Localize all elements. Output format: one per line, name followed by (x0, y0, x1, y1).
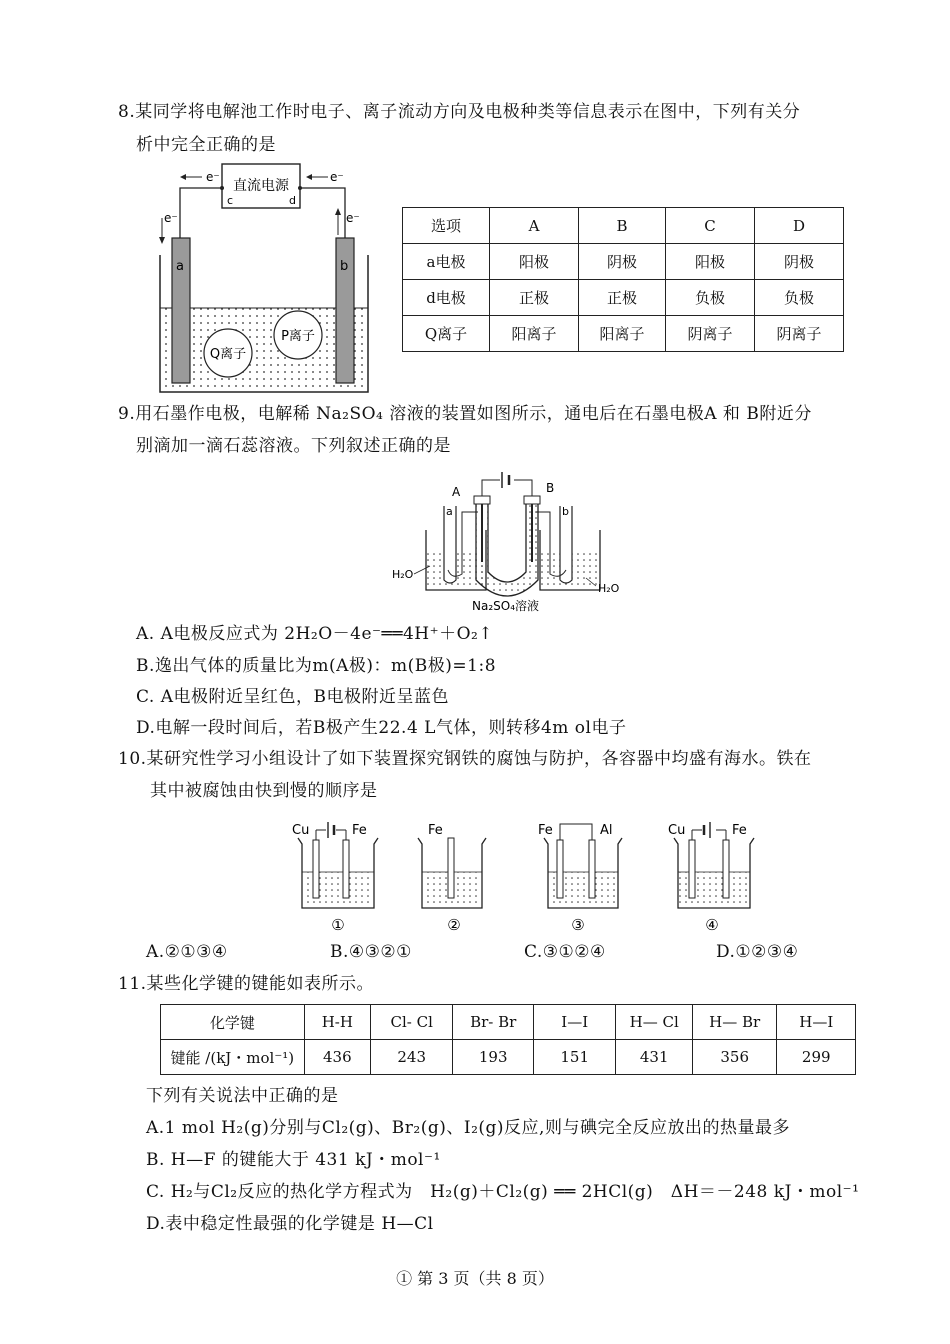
svg-text:H₂O: H₂O (392, 568, 414, 581)
q9-option-c: C. A电极附近呈红色，B电极附近呈蓝色 (136, 687, 449, 707)
svg-text:e⁻: e⁻ (206, 170, 220, 184)
q10-option-d: D.①②③④ (716, 942, 799, 962)
q8-options-table: 选项 A B C D a电极 阳极 阴极 阳极 阴极 d电极 正极 正极 负极 负极 Q离子 阳离子 阳离子 阴离子 阴离子 (402, 207, 844, 352)
svg-text:H₂O: H₂O (598, 582, 620, 595)
electrode-b-label: b (340, 259, 349, 274)
q10-option-a: A.②①③④ (146, 942, 228, 962)
corrosion-device-4 (668, 822, 754, 934)
q11-option-b: B. H—F 的键能大于 431 kJ・mol⁻¹ (146, 1150, 441, 1170)
q9-u-tube-figure (390, 462, 630, 614)
q11-stem: 11.某些化学键的键能如表所示。 (118, 974, 375, 994)
q9-option-a: A. A电极反应式为 2H₂O－4e⁻══4H⁺＋O₂↑ (136, 624, 494, 644)
q11-option-a: A.1 mol H₂(g)分别与Cl₂(g)、Br₂(g)、I₂(g)反应,则与碘完全反应放出的热量最多 (146, 1118, 790, 1138)
svg-text:Fe: Fe (538, 823, 553, 838)
electrode-B-label: B (546, 481, 555, 495)
page-footer: ① 第 3 页（共 8 页） (396, 1269, 554, 1288)
svg-text:d: d (289, 194, 296, 207)
q11-bond-energy-table: 化学键 H-H Cl- Cl Br- Br I—I H— Cl H— Br H—I 键能 /(kJ・mol⁻¹) 436 243 193 151 431 356 299 (160, 1004, 856, 1075)
electrode-a-label: a (176, 259, 184, 274)
svg-text:Al: Al (600, 823, 613, 838)
svg-text:b: b (562, 505, 569, 518)
q11-question: 下列有关说法中正确的是 (146, 1086, 339, 1106)
power-supply-label: 直流电源 (233, 178, 289, 194)
q11-option-d: D.表中稳定性最强的化学键是 H—Cl (146, 1214, 434, 1234)
svg-text:Fe: Fe (352, 823, 367, 838)
corrosion-device-2 (418, 823, 486, 934)
q10-stem-line2: 其中被腐蚀由快到慢的顺序是 (150, 781, 378, 801)
svg-text:①: ① (331, 916, 345, 934)
q9-option-d: D.电解一段时间后，若B极产生22.4 L气体，则转移4m ol电子 (136, 718, 627, 738)
q10-option-c: C.③①②④ (524, 942, 606, 962)
ion-p-label: P离子 (281, 329, 315, 344)
q9-stem-line1: 9.用石墨作电极，电解稀 Na₂SO₄ 溶液的装置如图所示，通电后在石墨电极A 和 B附近分 (118, 404, 812, 424)
svg-text:Na₂SO₄溶液: Na₂SO₄溶液 (472, 599, 540, 613)
svg-text:e⁻: e⁻ (330, 170, 344, 184)
svg-text:②: ② (447, 916, 461, 934)
ion-q-label: Q离子 (209, 347, 247, 362)
corrosion-device-3 (538, 823, 622, 934)
svg-text:Fe: Fe (732, 823, 747, 838)
svg-text:Cu: Cu (668, 823, 686, 838)
svg-text:③: ③ (571, 916, 585, 934)
q8-electrolysis-figure (150, 160, 380, 400)
q8-stem-line1: 8.某同学将电解池工作时电子、离子流动方向及电极种类等信息表示在图中，下列有关分 (118, 102, 801, 122)
q11-option-c: C. H₂与Cl₂反应的热化学方程式为 H₂(g)＋Cl₂(g) ══ 2HCl(g) ΔH＝－248 kJ・mol⁻¹ (146, 1182, 860, 1202)
svg-text:④: ④ (705, 916, 719, 934)
svg-text:a: a (446, 505, 453, 518)
svg-text:c: c (227, 194, 234, 207)
q10-option-b: B.④③②① (330, 942, 412, 962)
svg-text:Cu: Cu (292, 823, 310, 838)
svg-text:e⁻: e⁻ (346, 211, 360, 225)
svg-text:Fe: Fe (428, 823, 443, 838)
q10-corrosion-figures (288, 810, 758, 936)
q8-stem-line2: 析中完全正确的是 (136, 135, 276, 155)
q10-stem-line1: 10.某研究性学习小组设计了如下装置探究钢铁的腐蚀与防护，各容器中均盛有海水。铁在 (118, 749, 812, 769)
svg-text:e⁻: e⁻ (164, 211, 178, 225)
q9-option-b: B.逸出气体的质量比为m(A极)：m(B极)=1:8 (136, 656, 497, 676)
corrosion-device-1 (292, 822, 378, 934)
q9-stem-line2: 别滴加一滴石蕊溶液。下列叙述正确的是 (136, 436, 451, 456)
electrode-A-label: A (452, 485, 461, 499)
